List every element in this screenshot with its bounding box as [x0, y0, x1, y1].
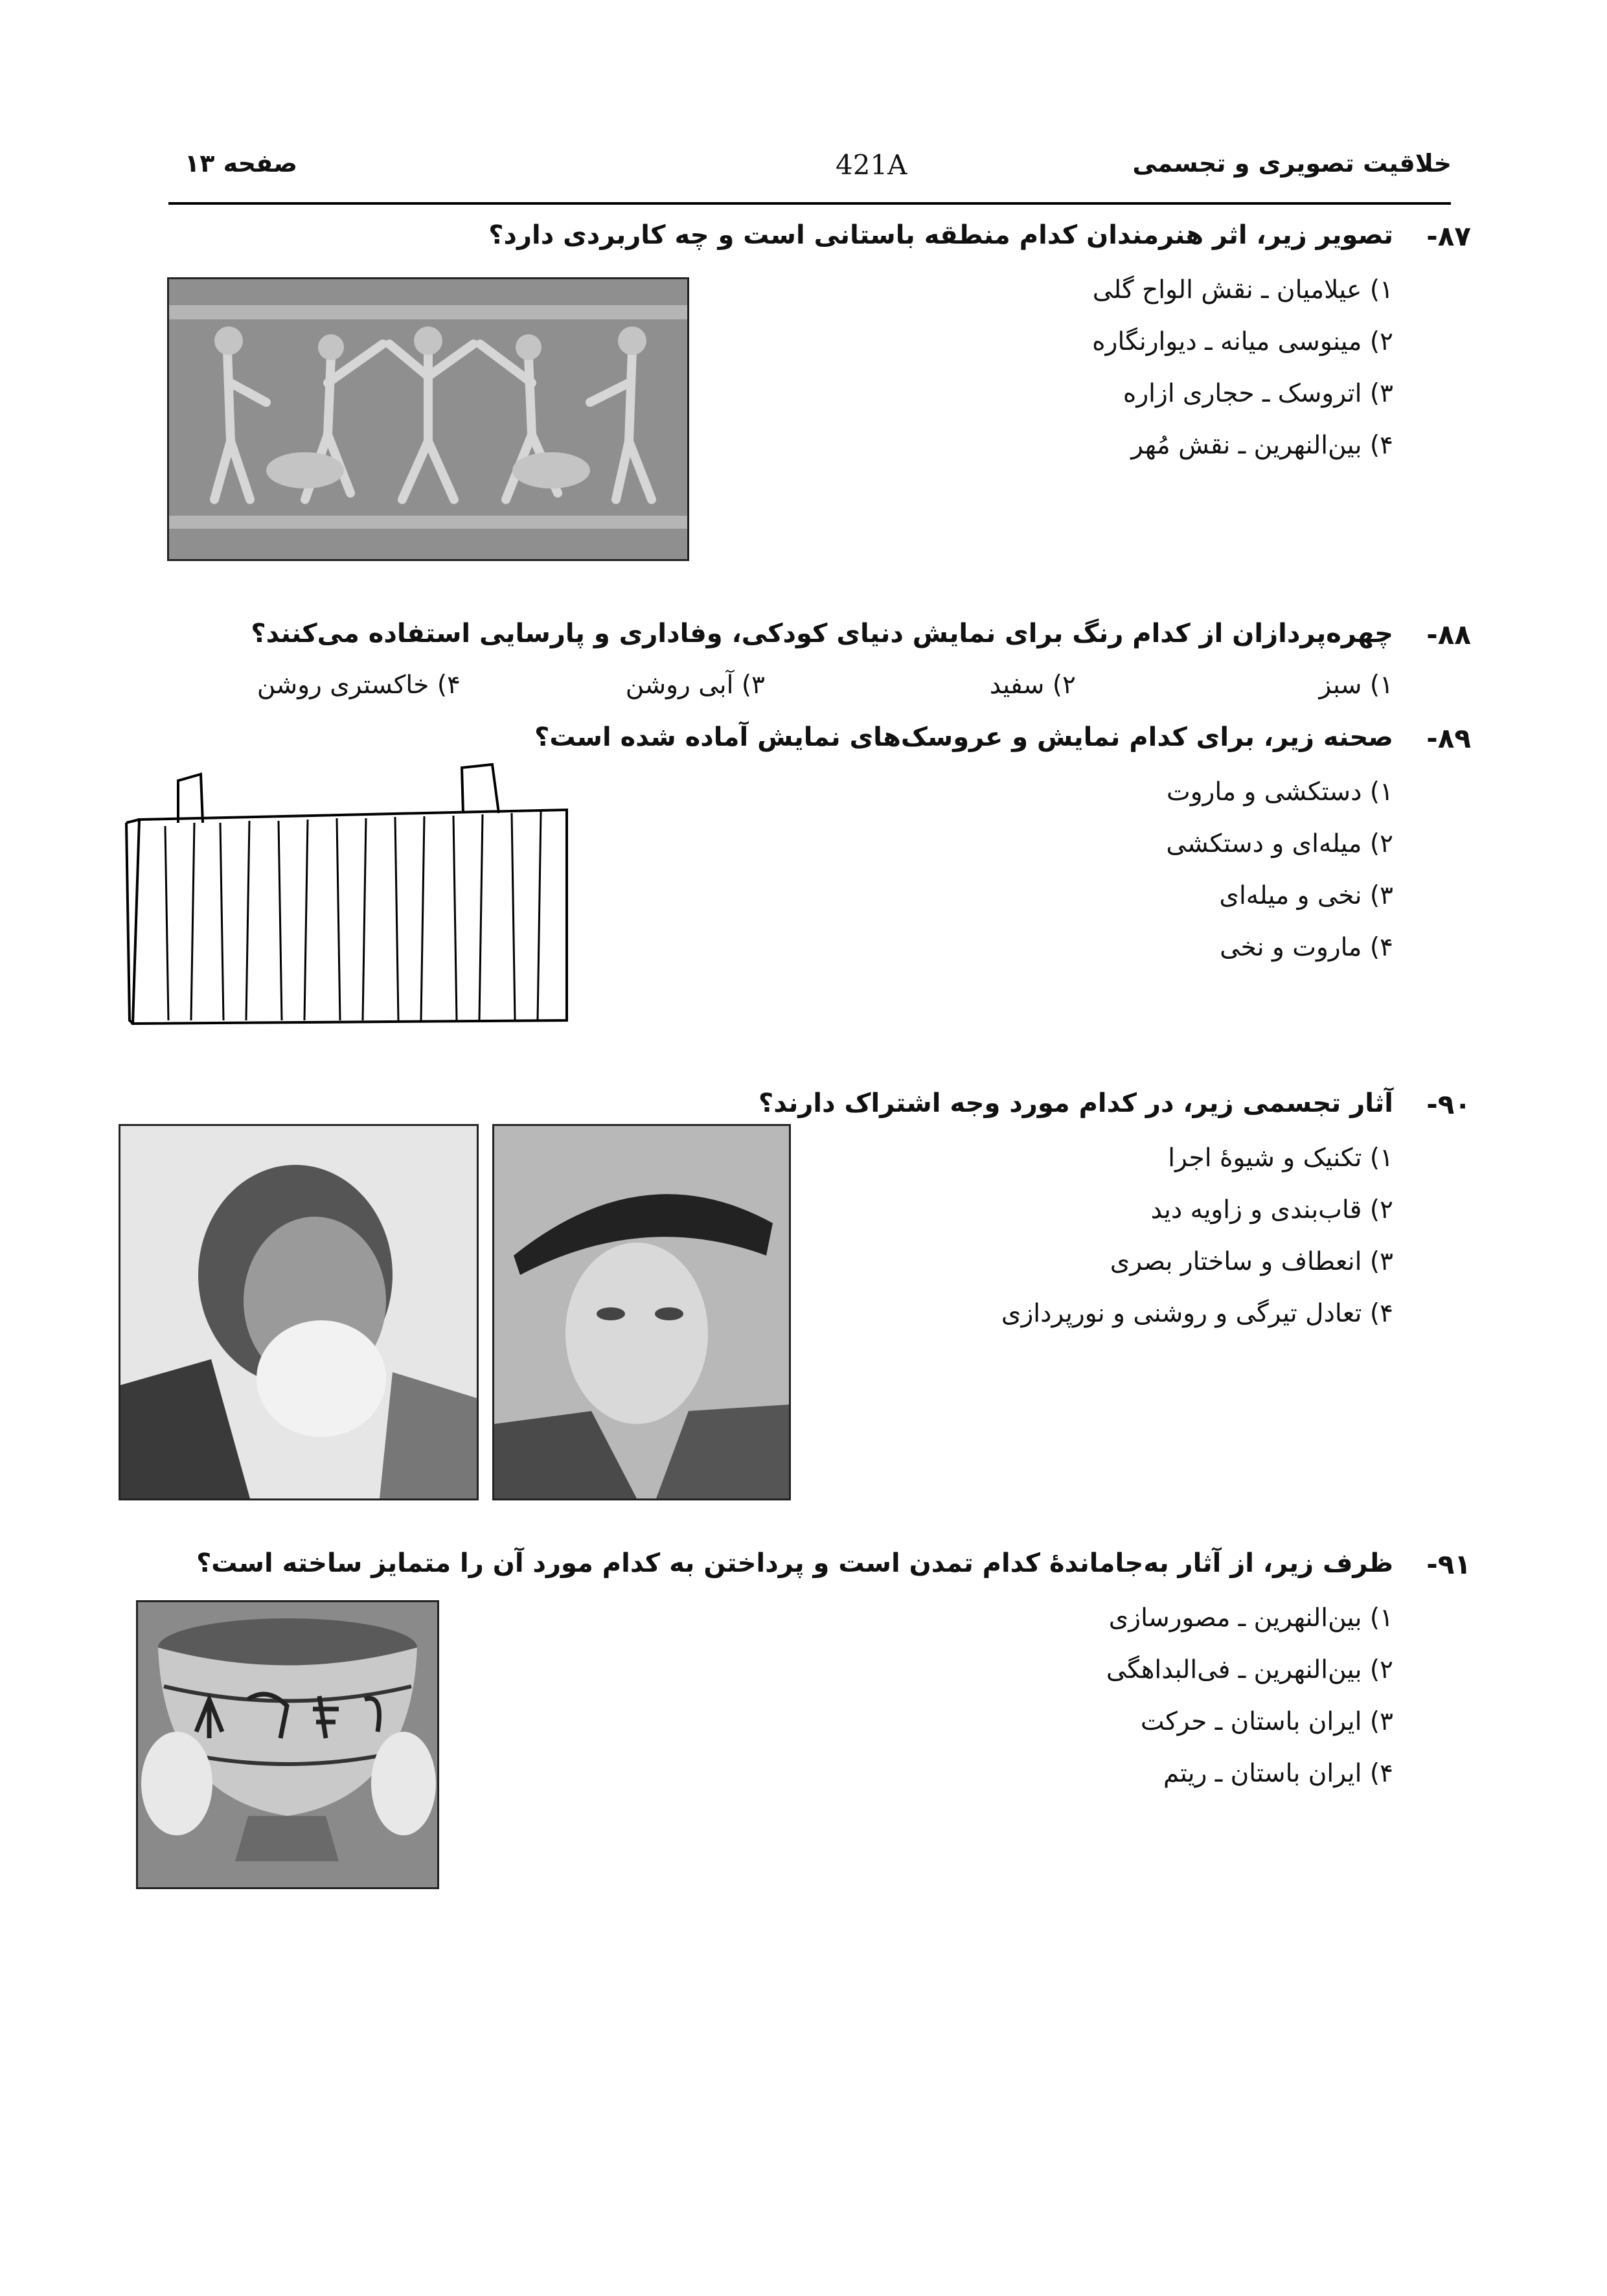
question-text: تصویر زیر، اثر هنرمندان کدام منطقه باستانی است و چه کاربردی دارد؟	[488, 220, 1393, 250]
question-text: صحنه زیر، برای کدام نمایش و عروسک‌های نمایش آماده شده است؟	[534, 722, 1393, 752]
option-2[interactable]: ۲) بین‌النهرین ـ فی‌البداهگی	[1106, 1655, 1393, 1684]
bearded-man-portrait	[119, 1124, 479, 1500]
puppet-stage-drawing	[120, 761, 573, 1030]
man-with-visor-portrait	[492, 1124, 791, 1500]
booklet-code: 421A	[836, 149, 907, 181]
question-text: چهره‌پردازان از کدام رنگ برای نمایش دنیای کودکی، وفاداری و پارسایی استفاده می‌کنند؟	[251, 619, 1393, 649]
option-1[interactable]: ۱) عیلامیان ـ نقش الواح گلی	[1092, 275, 1393, 304]
option-4[interactable]: ۴) تعادل تیرگی و روشنی و نورپردازی	[1001, 1299, 1393, 1328]
option-1[interactable]: ۱) بین‌النهرین ـ مصورسازی	[1108, 1603, 1393, 1633]
question-number: ۹۱-	[1426, 1548, 1471, 1580]
question-text: آثار تجسمی زیر، در کدام مورد وجه اشتراک دارند؟	[758, 1088, 1393, 1118]
header-divider	[168, 202, 1451, 205]
question-number: ۹۰-	[1426, 1088, 1471, 1120]
option-3[interactable]: ۳) انعطاف و ساختار بصری	[1110, 1247, 1393, 1276]
option-1[interactable]: ۱) تکنیک و شیوهٔ اجرا	[1168, 1143, 1393, 1173]
option-1[interactable]: ۱) دستکشی و ماروت	[1167, 777, 1393, 807]
option-2[interactable]: ۲) میله‌ای و دستکشی	[1166, 829, 1393, 858]
option-3[interactable]: ۳) ایران باستان ـ حرکت	[1140, 1707, 1393, 1736]
option-1[interactable]: ۱) سبز	[1319, 671, 1393, 700]
option-3[interactable]: ۳) نخی و میله‌ای	[1219, 881, 1393, 910]
option-4[interactable]: ۴) ایران باستان ـ ریتم	[1163, 1759, 1393, 1788]
question-number: ۸۷-	[1426, 220, 1471, 252]
subject-title: خلاقیت تصویری و تجسمی	[1132, 149, 1452, 178]
page-number: صفحه ۱۳	[185, 149, 298, 178]
option-4[interactable]: ۴) بین‌النهرین ـ نقش مُهر	[1131, 431, 1393, 460]
option-3[interactable]: ۳) آبی روشن	[625, 671, 765, 700]
question-text: ظرف زیر، از آثار به‌جامانده‌ٔ کدام تمدن است و پرداختن به کدام مورد آن را متمایز ساخته است؟	[196, 1548, 1393, 1578]
cylinder-seal-image	[167, 277, 689, 561]
option-3[interactable]: ۳) اتروسک ـ حجاری ازاره	[1123, 379, 1393, 408]
question-number: ۸۸-	[1426, 619, 1471, 650]
option-4[interactable]: ۴) ماروت و نخی	[1220, 933, 1393, 962]
painted-pottery-bowl-image	[136, 1600, 439, 1889]
option-2[interactable]: ۲) مینوسی میانه ـ دیوارنگاره	[1092, 327, 1393, 356]
question-number: ۸۹-	[1426, 722, 1471, 754]
option-2[interactable]: ۲) قاب‌بندی و زاویه دید	[1150, 1195, 1393, 1224]
option-4[interactable]: ۴) خاکستری روشن	[256, 671, 461, 700]
option-2[interactable]: ۲) سفید	[989, 671, 1076, 700]
